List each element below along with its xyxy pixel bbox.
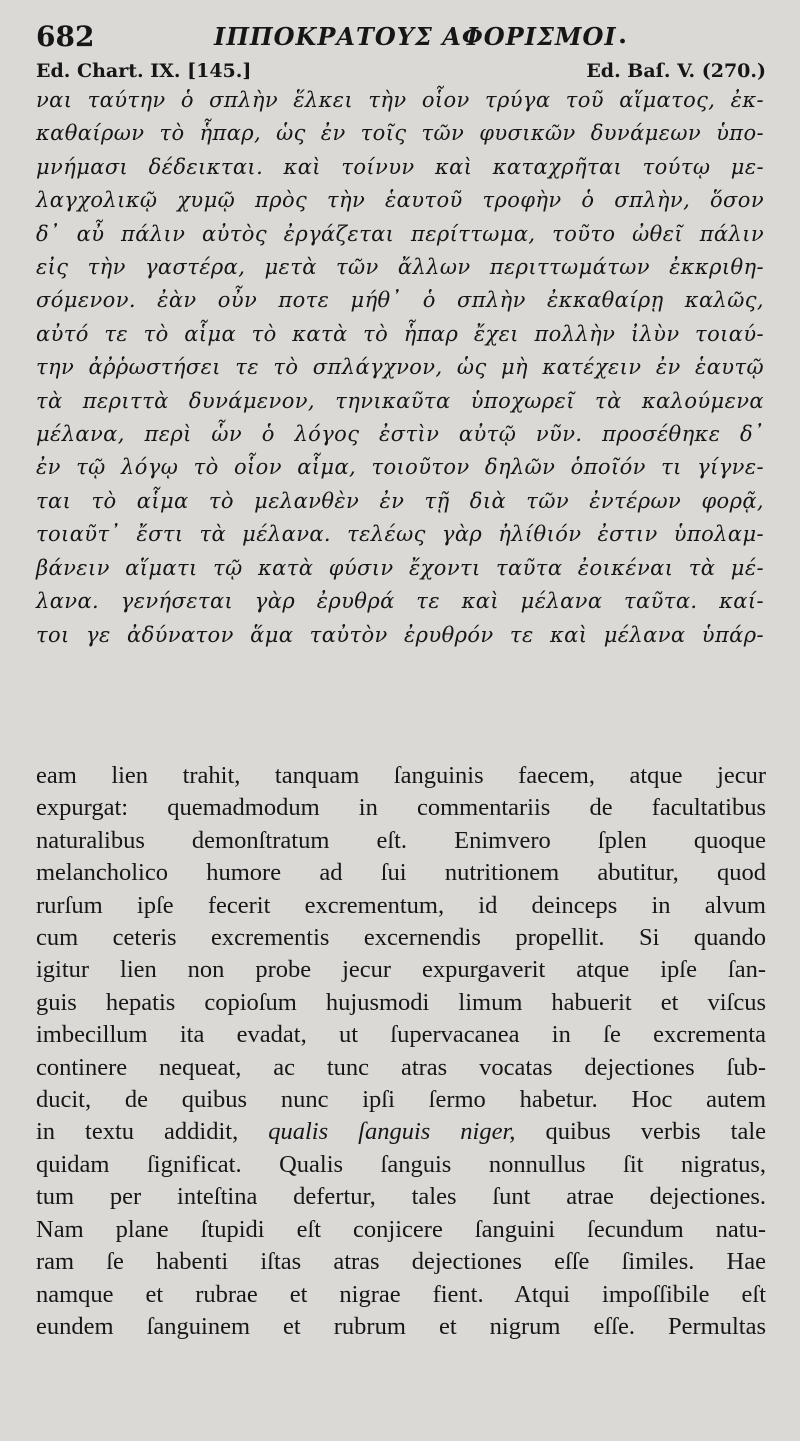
latin-text-before-citation: in textu addidit, [36, 1118, 239, 1146]
greek-line: ναι ταύτην ὁ σπλὴν ἕλκει τὴν οἷον τρύγα τοῦ αἵματος, ἐκ- [36, 88, 764, 112]
greek-line: τοι γε ἀδύνατον ἅμα ταὐτὸν ἐρυθρόν τε καὶ μέλανα ὑπάρ- [36, 622, 764, 647]
latin-line: namque et rubrae et nigrae fient. Atqui impoſſibile eſt [36, 1280, 766, 1308]
greek-line: αὐτό τε τὸ αἷμα τὸ κατὰ τὸ ἧπαρ ἔχει πολλὴν ἰλὺν τοιαύ- [36, 321, 764, 346]
greek-line: τὰ περιττὰ δυνάμενον, τηνικαῦτα ὑποχωρεῖ τὰ καλούμενα [36, 388, 764, 413]
greek-line: τοιαῦτ᾽ ἔστι τὰ μέλανα. τελέως γὰρ ἠλίθιόν ἐστιν ὑπολαμ- [36, 522, 764, 547]
latin-line: continere nequeat, ac tunc atras vocatas dejectiones ſub- [36, 1053, 766, 1081]
greek-line: λανα. γενήσεται γὰρ ἐρυθρά τε καὶ μέλανα ταῦτα. καί- [36, 589, 764, 614]
greek-line: λαγχολικῷ χυμῷ πρὸς τὴν ἑαυτοῦ τροφὴν ὁ σπλὴν, ὅσον [36, 188, 764, 213]
greek-line: καθαίρων τὸ ἧπαρ, ὡς ἐν τοῖς τῶν φυσικῶν δυνάμεων ὑπο- [36, 121, 764, 146]
latin-line: cum ceteris excrementis excernendis propellit. Si quando [36, 924, 766, 952]
header-dot: . [618, 20, 628, 50]
latin-line: rurſum ipſe fecerit excrementum, id deinceps in alvum [36, 891, 766, 919]
greek-line: εἰς τὴν γαστέρα, μετὰ τῶν ἄλλων περιττωμάτων ἐκκριθη- [36, 255, 764, 280]
latin-line: tum per inteſtina defertur, tales ſunt atrae dejectiones. [36, 1183, 766, 1211]
latin-line: igitur lien non probe jecur expurgaverit atque ipſe ſan- [36, 956, 766, 984]
latin-text-block [36, 760, 766, 1343]
latin-line-with-citation [36, 1116, 766, 1148]
italic-citation-qualis-sanguis-niger: qualis ſanguis niger, [268, 1118, 516, 1146]
latin-line: melancholico humore ad ſui nutritionem abutitur, quod [36, 859, 766, 887]
latin-line: guis hepatis copioſum hujusmodi limum habuerit et viſcus [36, 988, 766, 1016]
greek-line: βάνειν αἵματι τῷ κατὰ φύσιν ἔχοντι ταῦτα ἐοικέναι τὰ μέ- [36, 555, 764, 580]
edition-basel-reference: Ed. Baſ. V. (270.) [586, 60, 766, 82]
greek-line: ἐν τῷ λόγῳ τὸ οἷον αἷμα, τοιοῦτον δηλῶν ὁποῖόν τι γίγνε- [36, 455, 764, 480]
latin-line: eam lien trahit, tanquam ſanguinis faecem, atque jecur [36, 762, 766, 789]
latin-text-after-citation: quibus verbis tale [545, 1118, 767, 1146]
greek-line: σόμενον. ἐὰν οὖν ποτε μήθ᾽ ὁ σπλὴν ἐκκαθαίρῃ καλῶς, [36, 288, 764, 313]
page-number: 682 [36, 20, 95, 53]
page-header [36, 18, 766, 54]
latin-line: ducit, de quibus nunc ipſi ſermo habetur. Hoc autem [36, 1086, 766, 1114]
greek-line: μέλανα, περὶ ὧν ὁ λόγος ἐστὶν αὐτῷ νῦν. προσέθηκε δ᾽ [36, 422, 764, 447]
edition-chart-reference: Ed. Chart. IX. [145.] [36, 60, 252, 82]
greek-line: ται τὸ αἷμα τὸ μελανθὲν ἐν τῇ διὰ τῶν ἐντέρων φορᾷ, [36, 488, 764, 513]
greek-line: την ἀῤῥωστήσει τε τὸ σπλάγχνον, ὡς μὴ κατέχειν ἐν ἑαυτῷ [36, 355, 764, 380]
latin-line: Nam plane ſtupidi eſt conjicere ſanguini ſecundum natu- [36, 1215, 766, 1243]
running-title: ΙΠΠΟΚΡΑΤΟΥΣ ΑΦΟΡΙΣΜΟΙ [214, 22, 617, 51]
greek-text-block [36, 84, 764, 652]
latin-line: ram ſe habenti iſtas atras dejectiones eſſe ſimiles. Hae [36, 1248, 766, 1276]
latin-line: eundem ſanguinem et rubrum et nigrum eſſe. Permultas [36, 1312, 766, 1340]
greek-line: μνήμασι δέδεικται. καὶ τοίνυν καὶ καταχρῆται τούτῳ με- [36, 154, 764, 179]
latin-line: imbecillum ita evadat, ut ſupervacanea in ſe excrementa [36, 1021, 766, 1049]
latin-line: naturalibus demonſtratum eſt. Enimvero ſplen quoque [36, 826, 766, 854]
latin-line: expurgat: quemadmodum in commentariis de facultatibus [36, 794, 766, 822]
latin-line: quidam ſignificat. Qualis ſanguis nonnullus ſit nigratus, [36, 1150, 766, 1178]
greek-line: δ᾽ αὖ πάλιν αὐτὸς ἐργάζεται περίττωμα, τοῦτο ὠθεῖ πάλιν [36, 221, 764, 246]
